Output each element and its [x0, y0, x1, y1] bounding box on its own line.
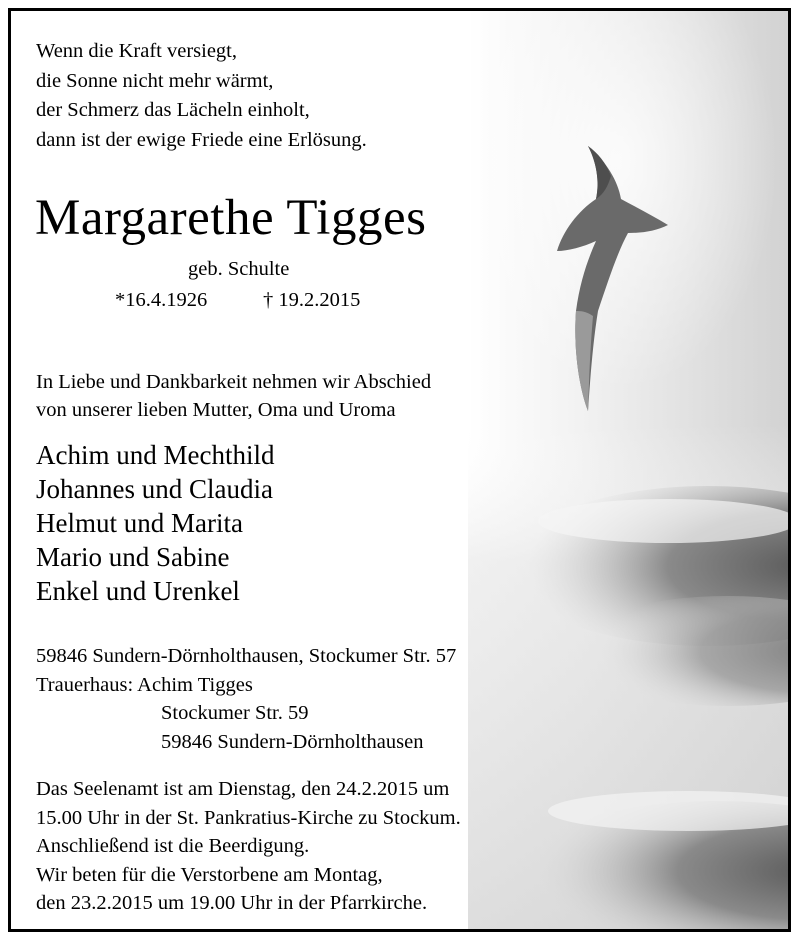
service-line: 15.00 Uhr in der St. Pankratius-Kirche zu Stockum. — [36, 806, 461, 829]
trauerhaus-city: 59846 Sundern-Dörnholthausen — [161, 730, 424, 753]
service-line: Das Seelenamt ist am Dienstag, den 24.2.2015 um — [36, 778, 450, 800]
mourner-entry: Enkel und Urenkel — [36, 576, 240, 606]
deceased-name: Margarethe Tigges — [35, 190, 427, 246]
farewell-line: In Liebe und Dankbarkeit nehmen wir Abschied — [36, 371, 432, 393]
family-address: 59846 Sundern-Dörnholthausen, Stockumer Str. 57 — [36, 645, 457, 667]
trauerhaus-label: Trauerhaus: Achim Tigges — [36, 673, 253, 696]
farewell-text — [36, 368, 431, 424]
service-line: Wir beten für die Verstorbene am Montag, — [36, 863, 383, 886]
birth-date: *16.4.1926 — [115, 289, 208, 311]
farewell-line: von unserer lieben Mutter, Oma und Uroma — [36, 399, 396, 421]
trauerhaus-street: Stockumer Str. 59 — [161, 702, 309, 724]
mourner-entry: Johannes und Claudia — [36, 474, 273, 504]
death-date: † 19.2.2015 — [263, 289, 361, 311]
address-block — [36, 642, 456, 699]
mourners-list — [36, 438, 274, 608]
service-line: den 23.2.2015 um 19.00 Uhr in der Pfarrkirche. — [36, 892, 428, 914]
obituary-notice — [8, 8, 791, 932]
mourner-entry: Helmut und Marita — [36, 508, 243, 538]
poem-line: dann ist der ewige Friede eine Erlösung. — [36, 128, 367, 151]
service-info — [36, 775, 461, 918]
maiden-name: geb. Schulte — [188, 258, 290, 280]
poem-line: Wenn die Kraft versiegt, — [36, 40, 237, 62]
trauerhaus-address — [161, 699, 423, 756]
mourner-entry: Achim und Mechthild — [36, 440, 275, 470]
poem — [36, 37, 367, 155]
service-line: Anschließend ist die Beerdigung. — [36, 835, 310, 857]
mourner-entry: Mario und Sabine — [36, 542, 230, 572]
seagull-sky-image — [468, 11, 788, 929]
poem-line: die Sonne nicht mehr wärmt, — [36, 69, 274, 92]
poem-line: der Schmerz das Lächeln einholt, — [36, 99, 310, 121]
